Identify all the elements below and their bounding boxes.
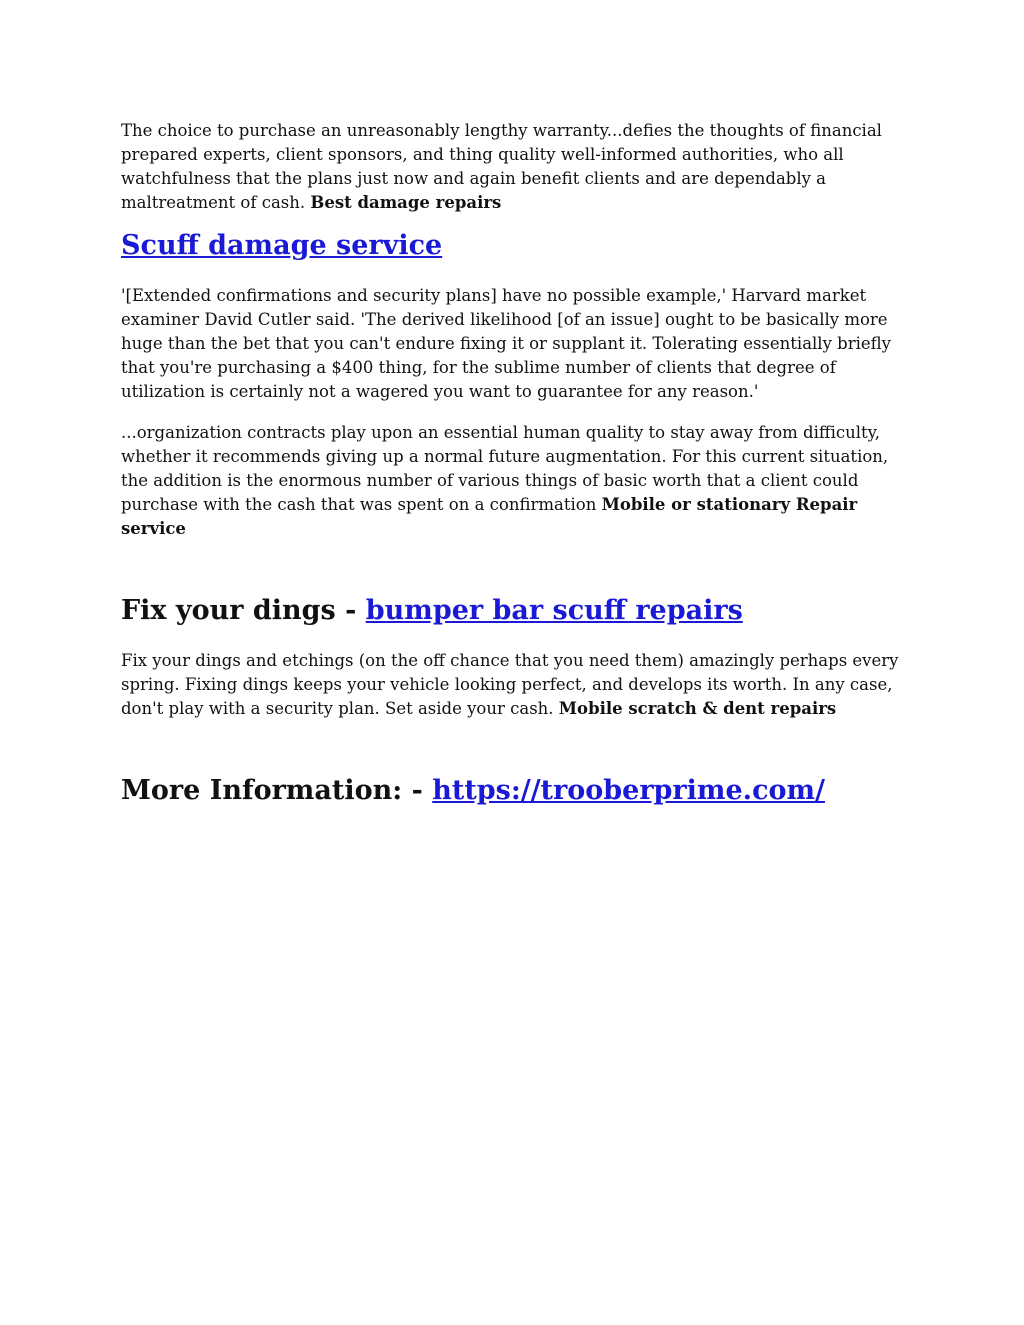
organization-paragraph (121, 421, 911, 541)
fix-heading (121, 594, 911, 628)
document-page (121, 119, 911, 808)
fix-bold-keyword: Mobile scratch & dent repairs (558, 699, 837, 718)
organization-bold-keyword: Mobile or stationary Repair service (121, 495, 858, 538)
intro-bold-keyword: Best damage repairs (310, 193, 502, 212)
intro-text: The choice to purchase an unreasonably lengthy warranty...defies the thoughts of financial prepared experts, client sponsors, and thing quality well-informed authorities, who all watchfulness that the plans just now and again benefit clients and are dependably a maltreatment of cash. (121, 121, 882, 212)
fix-heading-prefix: Fix your dings - (121, 595, 366, 626)
scuff-damage-link[interactable]: Scuff damage service (121, 230, 443, 261)
fix-text: Fix your dings and etchings (on the off chance that you need them) amazingly perhaps every spring. Fixing dings keeps your vehicle looking perfect, and develops its worth. In any case, don't play with a security plan. Set aside your cash. (121, 651, 899, 718)
website-link[interactable]: https://trooberprime.com/ (432, 775, 825, 806)
organization-text: ...organization contracts play upon an essential human quality to stay away from difficulty, whether it recommends giving up a normal future augmentation. For this current situation, the addition is the enormous number of various things of basic worth that a client could purchase with the cash that was spent on a confirmation (121, 423, 889, 514)
more-info-prefix: More Information: - (121, 775, 433, 806)
more-info-heading (121, 774, 911, 808)
quote-paragraph: '[Extended confirmations and security plans] have no possible example,' Harvard market examiner David Cutler said. 'The derived likelihood [of an issue] ought to be basically more huge than the bet that you can't endure fixing it or supplant it. Tolerating essentially briefly that you're purchasing a $400 thing, for the sublime number of clients that degree of utilization is certainly not a wagered you want to guarantee for any reason.' (121, 286, 891, 401)
fix-paragraph (121, 649, 911, 721)
scuff-heading (121, 229, 911, 263)
bumper-bar-link[interactable]: bumper bar scuff repairs (365, 595, 743, 626)
intro-paragraph (121, 119, 911, 215)
